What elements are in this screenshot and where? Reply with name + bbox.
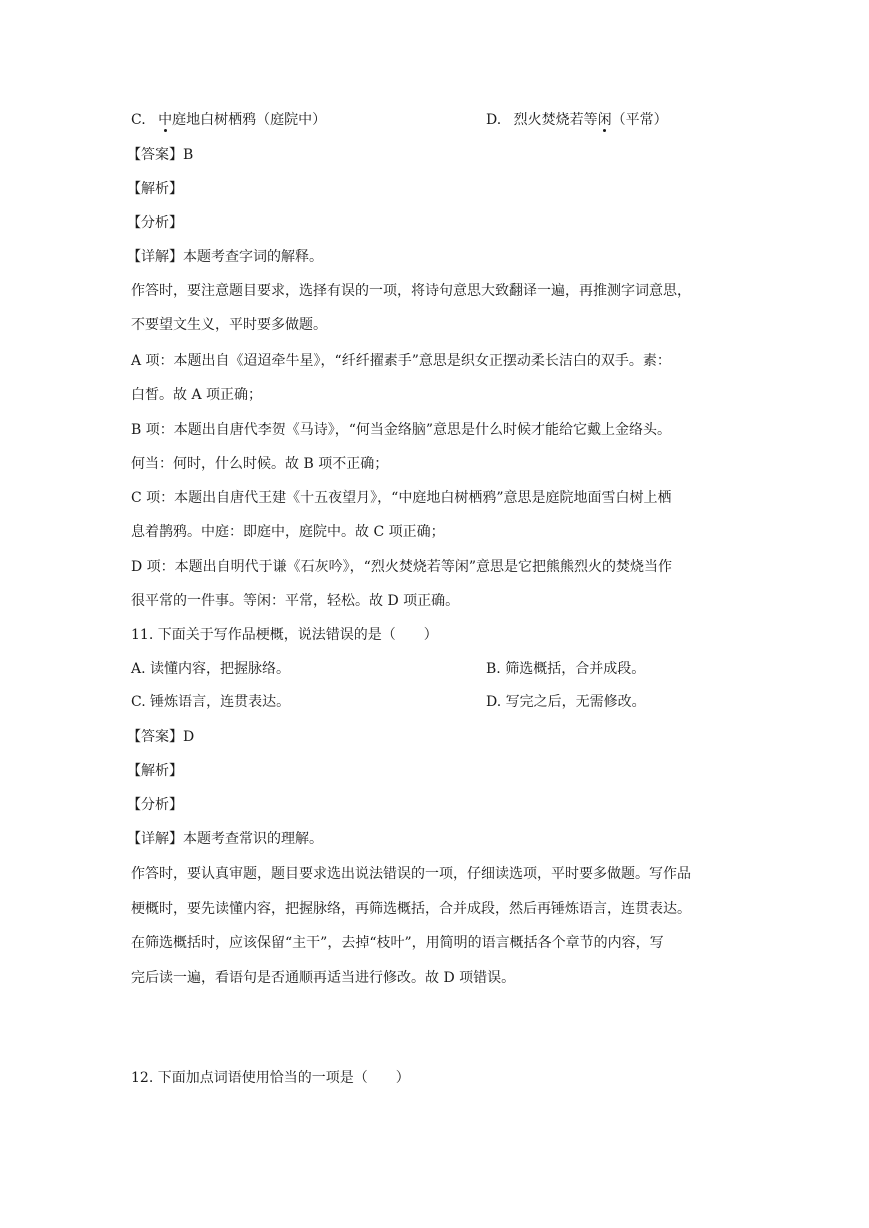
q11-analysis-heading: 【解析】 [127,763,183,779]
q10-explain-b: B 项：本题出自唐代李贺《马诗》，“何当金络脑”意思是什么时候才能给它戴上金络头。 [131,422,672,438]
q10-explain-c: C 项：本题出自唐代王建《十五夜望月》，“中庭地白树栖鸦”意思是庭院地面雪白树上栖 [131,490,672,506]
q11-option-d: D. 写完之后，无需修改。 [486,694,646,710]
q10-explain-d: 很平常的一件事。等闲：平常，轻松。故 D 项正确。 [131,593,460,609]
q11-option-b: B. 筛选概括，合并成段。 [486,661,646,677]
q10-detail: 【详解】本题考查字词的解释。 [127,249,323,265]
option-label: D. [486,112,502,128]
q10-paragraph: 不要望文生义，平时要多做题。 [131,317,327,333]
q11-paragraph: 在筛选概括时，应该保留“主干”，去掉“枝叶”，用简明的语言概括各个章节的内容，写 [131,935,664,951]
option-label: C. [131,112,146,128]
q10-answer: 【答案】B [127,147,194,163]
q11-paragraph: 梗概时，要先读懂内容，把握脉络，再筛选概括，合并成段，然后再锤炼语言，连贯表达。 [131,901,691,917]
q11-detail: 【详解】本题考查常识的理解。 [127,831,323,847]
q11-paragraph: 完后读一遍，看语句是否通顺再适当进行修改。故 D 项错误。 [131,970,516,986]
q11-option-c: C. 锤炼语言，连贯表达。 [131,694,291,710]
q11-stem: 11. 下面关于写作品梗概，说法错误的是（ ） [131,627,438,643]
q10-option-c [131,110,326,130]
option-text-post: 庭地白树栖鸦（庭院中） [172,112,327,128]
dotted-char: 中 [158,112,173,128]
q11-paragraph: 作答时，要认真审题，题目要求选出说法错误的一项，仔细读选项，平时要多做题。写作品 [131,866,691,882]
q10-option-d [486,110,668,130]
dotted-char: 闲 [597,112,612,128]
q11-answer: 【答案】D [127,729,195,745]
option-text-pre: 烈火焚烧若等 [513,112,598,128]
q12-stem: 12. 下面加点词语使用恰当的一项是（ ） [131,1070,410,1086]
option-text-post: （平常） [611,112,668,128]
q11-fenxi-heading: 【分析】 [127,797,183,813]
q10-explain-a: A 项：本题出自《迢迢牵牛星》，“纤纤擢素手”意思是织女正摆动柔长洁白的双手。素： [131,353,671,369]
q10-paragraph: 作答时，要注意题目要求，选择有误的一项，将诗句意思大致翻译一遍，再推测字词意思， [131,283,691,299]
q10-analysis-heading: 【解析】 [127,181,183,197]
q10-explain-c: 息着鹊鸦。中庭：即庭中，庭院中。故 C 项正确； [131,524,445,540]
q10-explain-a: 白皙。故 A 项正确； [131,387,263,403]
q10-fenxi-heading: 【分析】 [127,215,183,231]
q11-option-a: A. 读懂内容，把握脉络。 [131,661,291,677]
q10-explain-b: 何当：何时，什么时候。故 B 项不正确； [131,456,389,472]
q10-explain-d: D 项：本题出自明代于谦《石灰吟》，“烈火焚烧若等闲”意思是它把熊熊烈火的焚烧当作 [131,559,672,575]
